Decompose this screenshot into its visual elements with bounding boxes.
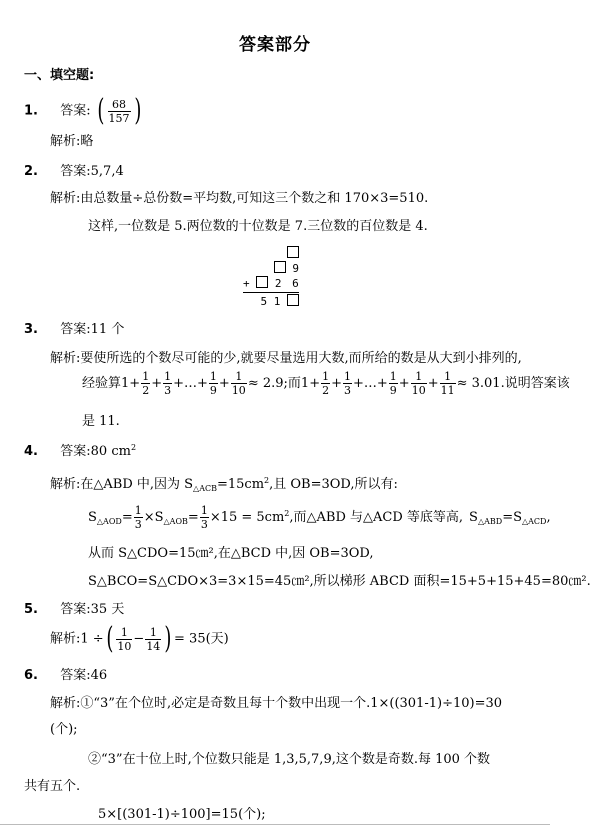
q5-answer-line bbox=[24, 598, 124, 617]
fraction-1-10: $\frac{1}{10}$ bbox=[117, 625, 132, 653]
fraction-1-10: $\frac{1}{10}$ bbox=[411, 370, 426, 397]
blank-box bbox=[274, 261, 286, 273]
blank-box bbox=[287, 246, 299, 258]
section-heading: 一、填空题: bbox=[24, 68, 95, 83]
q2-analysis-2: 这样,一位数是 5.两位数的十位数是 7.三位数的百位数是 4. bbox=[88, 219, 428, 234]
answer-text: 答案:80 cm bbox=[60, 444, 131, 459]
q4-analysis-4: S△BCO=S△CDO×3=3×15=45㎝²,所以梯形 ABCD 面积=15+5+15+45=80㎝². bbox=[88, 574, 591, 589]
q4-analysis-3: 从而 S△CDO=15㎝²,在△BCD 中,因 OB=3OD, bbox=[88, 546, 374, 561]
answer-text: 答案:11 个 bbox=[60, 322, 125, 337]
fraction-1-9: $\frac{1}{9}$ bbox=[389, 370, 397, 397]
q6-analysis-3: ②“3”在十位上时,个位数只能是 1,3,5,7,9,这个数是奇数.每 100 个数 bbox=[88, 752, 491, 767]
fraction-1-10: $\frac{1}{10}$ bbox=[231, 370, 246, 397]
fraction-1-14: $\frac{1}{14}$ bbox=[146, 625, 161, 653]
fraction-1-9: $\frac{1}{9}$ bbox=[209, 370, 217, 397]
fraction-1-3: $\frac{1}{3}$ bbox=[200, 504, 208, 531]
blank-box bbox=[287, 294, 299, 306]
q3-answer-line bbox=[24, 318, 124, 337]
answer-text: 答案:5,7,4 bbox=[60, 164, 124, 179]
blank-box bbox=[256, 276, 268, 288]
fraction-1-3: $\frac{1}{3}$ bbox=[134, 504, 142, 531]
fraction-1-2: $\frac{1}{2}$ bbox=[322, 370, 330, 397]
left-paren: ( bbox=[97, 93, 105, 128]
question-number: 3. bbox=[24, 322, 38, 337]
q6-analysis-4: 共有五个. bbox=[24, 779, 81, 794]
q1-analysis: 解析:略 bbox=[50, 134, 94, 149]
right-paren: ) bbox=[164, 621, 172, 656]
question-number: 1. bbox=[24, 103, 38, 119]
q4-analysis-1: 解析:在△ABD 中,因为 $S_{\triangle ACB}=15cm^2$,且 OB=3OD,所以有: bbox=[50, 476, 398, 493]
q6-analysis-2: (个); bbox=[50, 722, 78, 737]
answer-text: 答案:46 bbox=[60, 668, 108, 683]
q4-analysis-2: $S_{\triangle AOD}=$ $\frac{1}{3}$ $\times S_{\triangle AOB}=$ $\frac{1}{3}$ $\times 15 = 5cm^2$,而△ABD 与△ACD 等底等高, $S_{\triangle ABD}=S_{\triangle ACD}$, bbox=[88, 504, 551, 531]
fraction-1-3: $\frac{1}{3}$ bbox=[344, 370, 351, 397]
q5-analysis: 解析:1 ÷( $\frac{1}{10}$ − $\frac{1}{14}$ ) = 35(天) bbox=[50, 621, 229, 656]
q6-answer-line bbox=[24, 664, 107, 683]
right-paren: ) bbox=[133, 93, 141, 128]
q6-analysis-5: 5×[(301-1)÷100]=15(个); bbox=[98, 807, 266, 822]
question-number: 4. bbox=[24, 444, 38, 459]
fraction-1-3: $\frac{1}{3}$ bbox=[164, 370, 172, 397]
q1-answer-line bbox=[24, 93, 143, 128]
answer-text: 答案:35 天 bbox=[60, 602, 125, 617]
page-bottom-rule bbox=[0, 824, 550, 825]
q3-analysis-3: 是 11. bbox=[82, 414, 120, 429]
q4-answer-line: 4. 答案:80 $cm^2$ bbox=[24, 443, 137, 459]
page-title: 答案部分 bbox=[239, 35, 311, 55]
fraction-1-11: $\frac{1}{11}$ bbox=[440, 370, 455, 397]
vertical-addition: 9 + 2 6 5 1 bbox=[243, 246, 299, 309]
fraction-68-157: $\frac{68}{157}$ bbox=[108, 97, 130, 125]
fraction-1-2: $\frac{1}{2}$ bbox=[142, 370, 150, 397]
question-number: 5. bbox=[24, 602, 38, 617]
question-number: 6. bbox=[24, 668, 38, 683]
q2-analysis-1: 解析:由总数量÷总份数=平均数,可知这三个数之和 170×3=510. bbox=[50, 191, 429, 206]
q3-analysis-1: 解析:要使所选的个数尽可能的少,就要尽量选用大数,而所给的数是从大到小排列的, bbox=[50, 351, 522, 366]
question-number: 2. bbox=[24, 164, 38, 179]
left-paren: ( bbox=[106, 621, 114, 656]
q6-analysis-1: 解析:①“3”在个位时,必定是奇数且每十个数中出现一个.1×((301-1)÷10)=30 bbox=[50, 696, 503, 711]
sum-rule bbox=[243, 292, 299, 293]
answer-label: 答案: bbox=[60, 103, 91, 119]
q3-analysis-2: 经验算1+ $\frac{1}{2}$ + $\frac{1}{3}$ +…+ $\frac{1}{9}$ + $\frac{1}{10}$ ≈ 2.9;而1+ $\frac{1}{2}$ + $\frac{1}{3}$ +…+ $\frac{1}{9}$ + $\frac{1}{10}$ + $\frac{1}{11}$ ≈ 3.01.说明答案该 bbox=[82, 370, 570, 397]
q2-answer-line bbox=[24, 160, 124, 179]
